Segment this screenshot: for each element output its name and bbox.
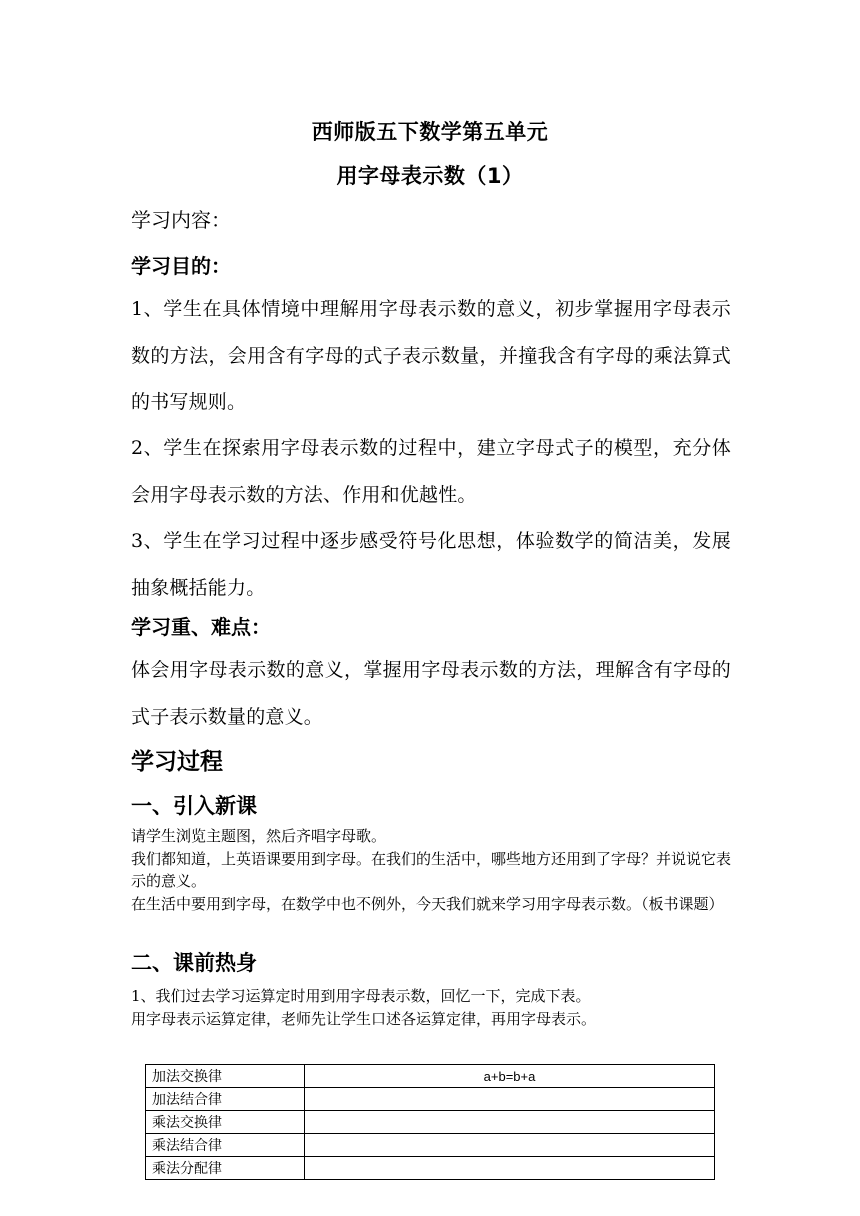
table-row — [146, 1111, 715, 1134]
section-1-line-3: 在生活中要用到字母，在数学中也不例外，今天我们就来学习用字母表示数。（板书课题） — [131, 894, 724, 913]
key-points-text: 体会用字母表示数的意义，掌握用字母表示数的方法，理解含有字母的式子表示数量的意义。 — [131, 659, 731, 728]
section-2-line-2: 用字母表示运算定律，老师先让学生口述各运算定律，再用字母表示。 — [131, 1009, 597, 1028]
document-subtitle: 用字母表示数（1） — [336, 164, 524, 188]
section-1-line-1: 请学生浏览主题图，然后齐唱字母歌。 — [131, 827, 387, 845]
table-row — [146, 1065, 715, 1088]
formula-cell — [305, 1088, 715, 1111]
document-title: 西师版五下数学第五单元 — [311, 120, 549, 144]
law-name-cell: 乘法结合律 — [146, 1134, 305, 1157]
law-name-cell: 加法结合律 — [146, 1088, 305, 1111]
objective-item-3: 3、学生在学习过程中逐步感受符号化思想，体验数学的简洁美，发展抽象概括能力。 — [131, 530, 731, 599]
formula-cell — [305, 1157, 715, 1180]
table-row — [146, 1134, 715, 1157]
law-name-cell: 乘法交换律 — [146, 1111, 305, 1134]
law-name-cell: 乘法分配律 — [146, 1157, 305, 1180]
section-1-line-2: 我们都知道，上英语课要用到字母。在我们的生活中，哪些地方还用到了字母？并说说它表示的意义。 — [131, 849, 732, 890]
key-points-label: 学习重、难点： — [131, 615, 271, 639]
table-row — [146, 1157, 715, 1180]
section-2-line-1: 1、我们过去学习运算定时用到用字母表示数，回忆一下，完成下表。 — [131, 987, 591, 1005]
formula-cell — [305, 1134, 715, 1157]
section-1-body — [131, 825, 735, 915]
section-2-heading: 二、课前热身 — [131, 951, 257, 975]
section-1-heading: 一、引入新课 — [131, 794, 257, 818]
process-heading: 学习过程 — [131, 749, 223, 775]
law-name-cell: 加法交换律 — [146, 1065, 305, 1088]
objective-item-1: 1、学生在具体情境中理解用字母表示数的意义，初步掌握用字母表示数的方法，会用含有字母的式子表示数量，并撞我含有字母的乘法算式的书写规则。 — [131, 298, 731, 413]
content-label: 学习内容： — [131, 208, 231, 232]
operation-laws-table — [145, 1064, 715, 1180]
formula-cell: a+b=b+a — [305, 1065, 715, 1088]
formula-cell — [305, 1111, 715, 1134]
section-2-body — [131, 985, 735, 1030]
objective-item-2: 2、学生在探索用字母表示数的过程中，建立字母式子的模型，充分体会用字母表示数的方法、作用和优越性。 — [131, 437, 731, 506]
objectives-label: 学习目的： — [131, 254, 231, 278]
table-row — [146, 1088, 715, 1111]
